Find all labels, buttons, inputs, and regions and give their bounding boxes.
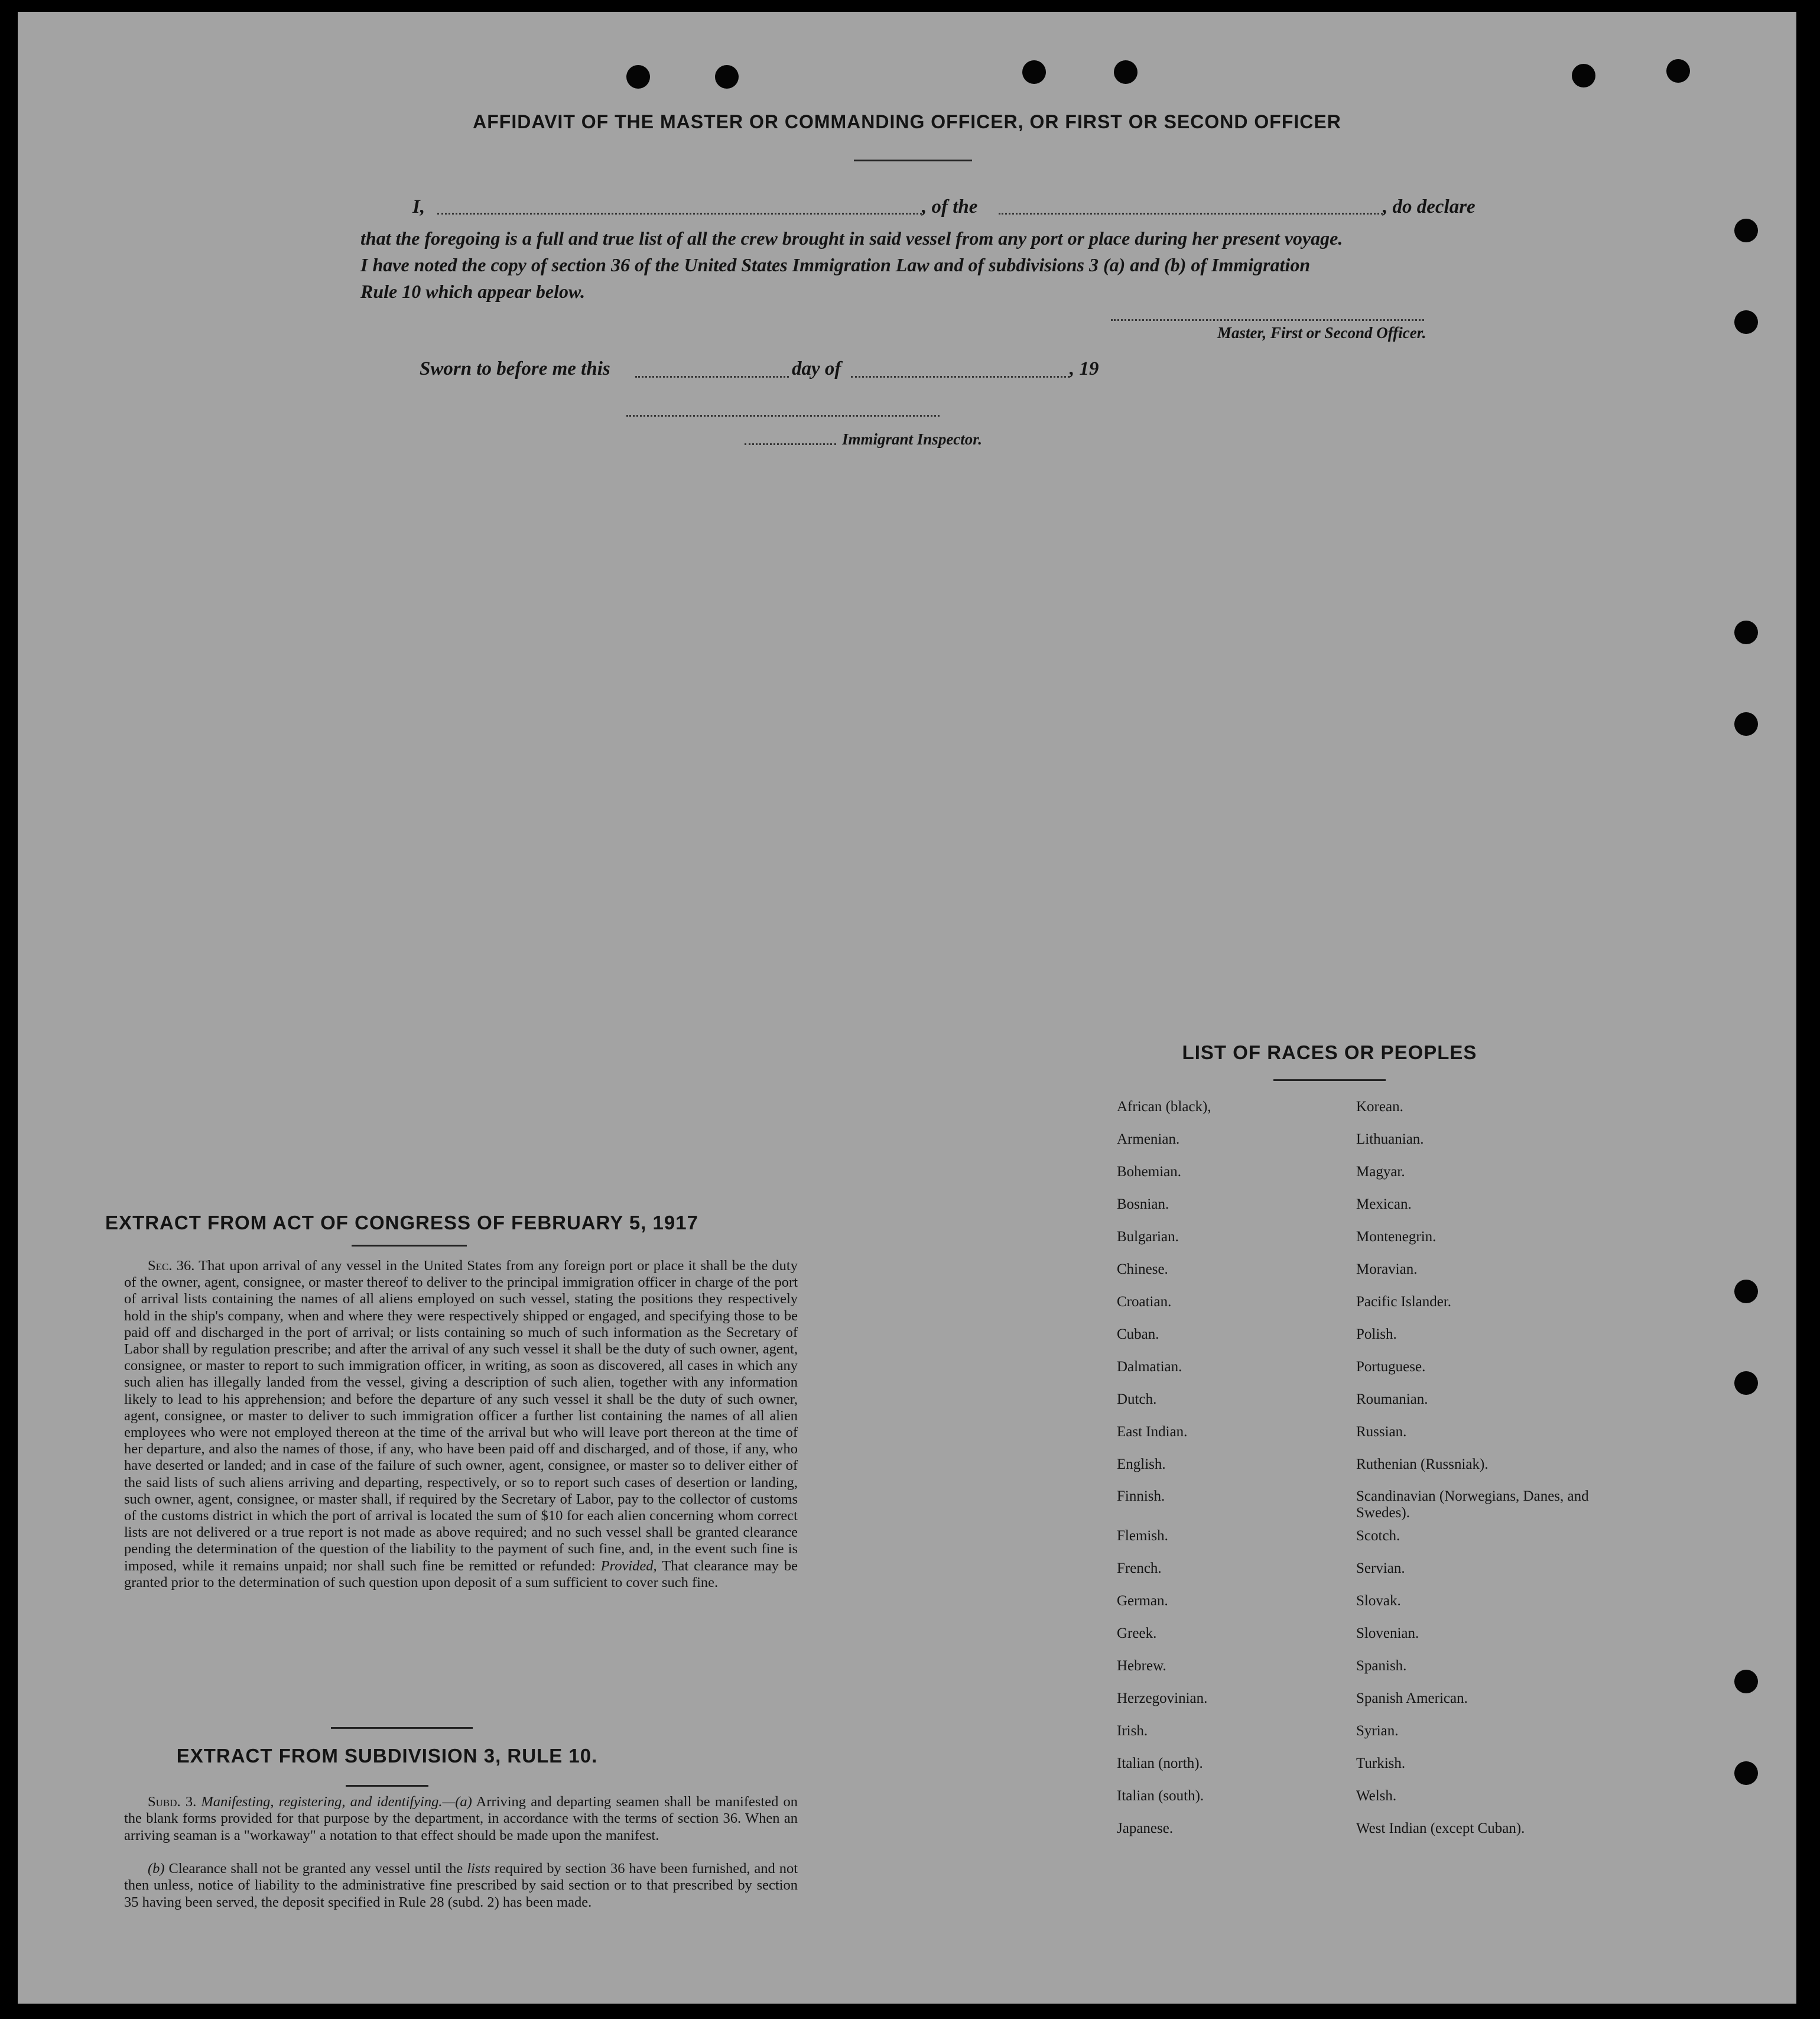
race-item: Bosnian. (1117, 1196, 1169, 1212)
race-item: Bulgarian. (1117, 1229, 1179, 1245)
name-blank[interactable] (437, 213, 922, 215)
race-item: German. (1117, 1593, 1168, 1609)
form-page (18, 12, 1796, 2004)
race-item: African (black), (1117, 1099, 1211, 1115)
affidavit-title: AFFIDAVIT OF THE MASTER OR COMMANDING OFFICER, OR FIRST OR SECOND OFFICER (473, 111, 1341, 132)
inspector-signature-line[interactable] (626, 415, 940, 417)
section-body: That upon arrival of any vessel in the United States from any foreign port or place it shall be the duty of the owner, agent, consignee, or master thereof to deliver to the principal immigration officer in charge of the port of arrival lists containing the names of all aliens employed on such vessel, stating the positions they respectively hold in the ship's company, when and where they were respectively shipped or engaged, and specifying those to be paid off and discharged in the port of arrival; or lists containing so much of such information as the Secretary of Labor shall by regulation prescribe; and after the arrival of any such vessel it shall be the duty of such owner, agent, consignee, or master to report to such immigration officer, in writing, as soon as discovered, all cases in which any such alien has illegally landed from the vessel, giving a description of such alien, together with any information likely to lead to his apprehension; and before the departure of any such vessel it shall be the duty of such owner, agent, consignee, or master to deliver to such immigration officer a further list containing the names of all alien employees who were not employed thereon at the time of the arrival but who will leave port thereon at the time of her departure, and also the names of those, if any, who have been paid off and discharged, and of those, if any, who have deserted or landed; and in case of the failure of such owner, agent, consignee, or master so to deliver either of the said lists of such aliens arriving and departing, respectively, or so to report such cases of desertion or landing, such owner, agent, consignee, or master shall, if required by the Secretary of Labor, pay to the collector of customs of the customs district in which the port of arrival is located the sum of $10 for each alien concerning whom correct lists are not delivered or a true report is not made as above required; and no such vessel shall be granted clearance pending the determination of the question of the liability to the payment of such fine, and, in the event such fine is imposed, while it remains unpaid; nor shall such fine be remitted or refunded: (124, 1258, 798, 1574)
divider (1273, 1079, 1386, 1081)
punch-hole (1734, 1280, 1758, 1303)
race-item: Chinese. (1117, 1261, 1168, 1277)
punch-hole (1734, 621, 1758, 644)
punch-hole (1734, 1670, 1758, 1693)
vessel-blank[interactable] (999, 213, 1383, 215)
subdivision-b-marker: (b) (148, 1861, 165, 1877)
punch-hole (1666, 59, 1690, 83)
race-item: Greek. (1117, 1625, 1157, 1641)
subdivision-a-body: Arriving and departing seamen shall be manifested on the blank forms provided for that purpose by the department, in accordance with the terms of section 36. When an arriving seaman is a "workaway" a notation to that effect should be made upon the manifest. (124, 1794, 798, 1843)
inspector-signature-lead (745, 443, 836, 445)
extract-subdivision-title: EXTRACT FROM SUBDIVISION 3, RULE 10. (176, 1745, 598, 1767)
race-item: Korean. (1356, 1099, 1403, 1115)
affidavit-line1-of: , of the (922, 196, 978, 218)
master-signature-line[interactable] (1111, 319, 1424, 321)
race-item: Finnish. (1117, 1488, 1165, 1504)
punch-hole (1734, 310, 1758, 334)
race-item: Scotch. (1356, 1528, 1400, 1544)
race-item: Turkish. (1356, 1755, 1406, 1771)
race-item: West Indian (except Cuban). (1356, 1820, 1525, 1836)
race-item: Cuban. (1117, 1326, 1159, 1342)
race-item: Welsh. (1356, 1788, 1397, 1804)
race-item: Pacific Islander. (1356, 1294, 1452, 1310)
affidavit-line2: that the foregoing is a full and true list of all the crew brought in said vessel from any port or place during her present voyage. (360, 228, 1343, 249)
affidavit-line3: I have noted the copy of section 36 of the United States Immigration Law and of subdivisions 3 (a) and (b) of Immigration (360, 254, 1311, 275)
punch-hole (1734, 712, 1758, 736)
punch-hole (1734, 1371, 1758, 1395)
race-item: Flemish. (1117, 1528, 1168, 1544)
divider (346, 1785, 428, 1787)
race-item: Slovak. (1356, 1593, 1401, 1609)
race-item: Polish. (1356, 1326, 1397, 1342)
subdivision-a-marker: —(a) (442, 1794, 472, 1810)
race-item: Spanish American. (1356, 1690, 1468, 1706)
race-item: Italian (south). (1117, 1788, 1204, 1804)
race-item: Dalmatian. (1117, 1359, 1182, 1375)
sworn-day-blank[interactable] (635, 376, 789, 378)
race-item: Japanese. (1117, 1820, 1174, 1836)
extract-act-title: EXTRACT FROM ACT OF CONGRESS OF FEBRUARY 5, 1917 (105, 1212, 698, 1234)
race-item: Spanish. (1356, 1658, 1407, 1674)
divider (854, 160, 972, 161)
race-item: Moravian. (1356, 1261, 1418, 1277)
race-item: Ruthenian (Russniak). (1356, 1456, 1488, 1472)
master-signature-label: Master, First or Second Officer. (1217, 324, 1426, 342)
race-item: Irish. (1117, 1723, 1148, 1739)
provided-text: That clearance may be granted prior to the determination of such question upon deposit of a sum sufficient to cover such fine. (124, 1557, 798, 1590)
race-item: Montenegrin. (1356, 1229, 1436, 1245)
race-item: Russian. (1356, 1424, 1407, 1440)
race-item: Roumanian. (1356, 1391, 1428, 1407)
race-item: Slovenian. (1356, 1625, 1419, 1641)
races-column-left (1117, 1098, 1353, 1852)
inspector-label: Immigrant Inspector. (842, 430, 983, 448)
race-item: Armenian. (1117, 1131, 1180, 1147)
subdivision-b-body-2: required by section 36 have been furnished, and not then unless, notice of liability to the administrative fine prescribed by said section or to that prescribed by section 35 having been served, the deposit specified in Rule 28 (subd. 2) has been made. (124, 1861, 798, 1910)
affidavit-line1-declare: , do declare (1383, 196, 1476, 218)
races-title: LIST OF RACES OR PEOPLES (1182, 1041, 1477, 1063)
provided-label: Provided, (600, 1557, 657, 1574)
punch-hole (1734, 1761, 1758, 1785)
sworn-prefix: Sworn to before me this (420, 358, 610, 379)
subdivision-a-text (124, 1794, 798, 1844)
race-item: Bohemian. (1117, 1164, 1182, 1180)
divider (352, 1245, 467, 1247)
race-item: Mexican. (1356, 1196, 1412, 1212)
punch-hole (1572, 64, 1595, 87)
race-item: Hebrew. (1117, 1658, 1166, 1674)
subdivision-b-text (124, 1861, 798, 1911)
sworn-month-blank[interactable] (851, 376, 1070, 378)
races-column-right (1356, 1098, 1604, 1852)
subdivision-heading: Manifesting, registering, and identifying. (201, 1794, 443, 1810)
race-item: Portuguese. (1356, 1359, 1426, 1375)
sworn-year: , 19 (1070, 358, 1099, 379)
punch-hole (1734, 219, 1758, 242)
punch-hole (1114, 60, 1138, 84)
punch-hole (715, 65, 739, 89)
section-label: Sec. 36. (148, 1258, 195, 1274)
race-item: Syrian. (1356, 1723, 1399, 1739)
subdivision-b-lists: lists (467, 1861, 490, 1877)
punch-hole (1022, 60, 1046, 84)
section-36-text (124, 1258, 798, 1591)
punch-hole (626, 65, 650, 89)
race-item: East Indian. (1117, 1424, 1188, 1440)
race-item: Italian (north). (1117, 1755, 1203, 1771)
race-item: Croatian. (1117, 1294, 1172, 1310)
affidavit-line1-i: I, (412, 196, 425, 218)
race-item: English. (1117, 1456, 1166, 1472)
affidavit-line4: Rule 10 which appear below. (360, 281, 586, 302)
divider (331, 1727, 473, 1729)
race-item: Servian. (1356, 1560, 1405, 1576)
subdivision-b-body-1: Clearance shall not be granted any vessel until the (168, 1861, 463, 1877)
race-item: Magyar. (1356, 1164, 1405, 1180)
race-item: Herzegovinian. (1117, 1690, 1208, 1706)
race-item: Lithuanian. (1356, 1131, 1424, 1147)
subdivision-label: Subd. 3. (148, 1794, 197, 1810)
race-item: French. (1117, 1560, 1162, 1576)
race-item: Scandinavian (Norwegians, Danes, and Swedes). (1356, 1488, 1589, 1521)
sworn-day-of: day of (792, 358, 841, 379)
race-item: Dutch. (1117, 1391, 1157, 1407)
